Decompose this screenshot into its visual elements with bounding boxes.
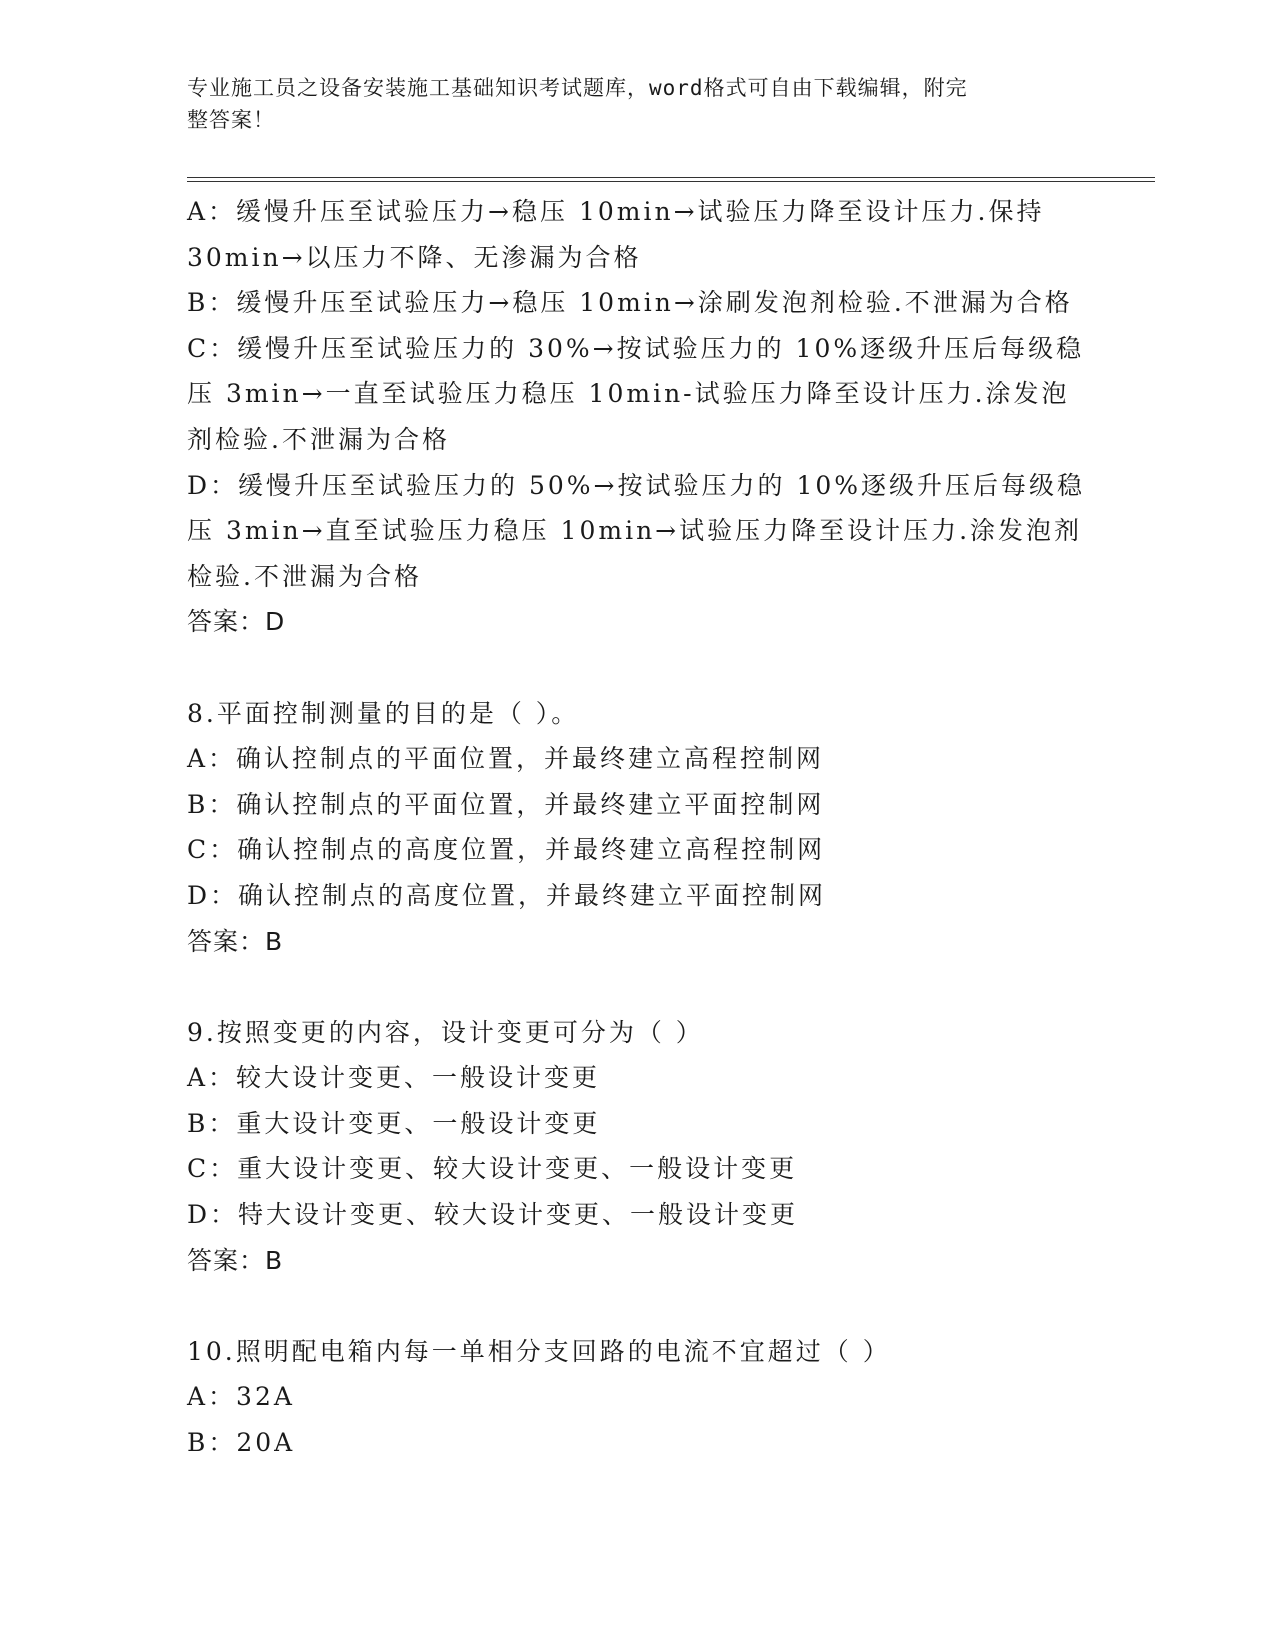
option-c-cont: 剂检验.不泄漏为合格 [187, 424, 450, 454]
option-a: A：确认控制点的平面位置，并最终建立高程控制网 [187, 744, 825, 774]
question-8 [187, 691, 1087, 965]
spacer [187, 964, 1087, 1010]
option-c: C：确认控制点的高度位置，并最终建立高程控制网 [187, 835, 826, 865]
option-d-cont: 检验.不泄漏为合格 [187, 561, 422, 591]
header-line-1: 专业施工员之设备安装施工基础知识考试题库，word格式可自由下载编辑，附完 [187, 76, 968, 100]
option-c: C：重大设计变更、较大设计变更、一般设计变更 [187, 1154, 798, 1184]
answer: 答案：D [187, 607, 286, 637]
document-header [187, 72, 1087, 136]
question-7 [187, 189, 1087, 645]
question-text: 10.照明配电箱内每一单相分支回路的电流不宜超过（ ） [187, 1336, 891, 1366]
option-a: A：缓慢升压至试验压力→稳压 10min→试验压力降至设计压力.保持 [187, 197, 1045, 226]
question-text: 9.按照变更的内容，设计变更可分为（ ） [187, 1017, 704, 1047]
option-d: D：确认控制点的高度位置，并最终建立平面控制网 [187, 880, 827, 910]
option-b: B：20A [187, 1428, 296, 1458]
spacer [187, 1283, 1087, 1329]
option-b: B：重大设计变更、一般设计变更 [187, 1108, 601, 1138]
option-c: C：缓慢升压至试验压力的 30%→按试验压力的 10%逐级升压后每级稳 [187, 333, 1085, 363]
option-d-cont: 压 3min→直至试验压力稳压 10min→试验压力降至设计压力.涂发泡剂 [187, 516, 1083, 546]
option-a: A：32A [187, 1382, 295, 1412]
document-page [187, 0, 1147, 1650]
answer: 答案：B [187, 1245, 284, 1275]
option-b: B：确认控制点的平面位置，并最终建立平面控制网 [187, 789, 825, 819]
answer: 答案：B [187, 926, 284, 956]
option-b: B：缓慢升压至试验压力→稳压 10min→涂刷发泡剂检验.不泄漏为合格 [187, 288, 1073, 318]
header-line-2: 整答案！ [187, 108, 275, 132]
option-d: D：特大设计变更、较大设计变更、一般设计变更 [187, 1200, 799, 1230]
spacer [187, 645, 1087, 691]
option-a: A：较大设计变更、一般设计变更 [187, 1063, 601, 1093]
option-c-cont: 压 3min→一直至试验压力稳压 10min-试验压力降至设计压力.涂发泡 [187, 379, 1070, 409]
option-d: D：缓慢升压至试验压力的 50%→按试验压力的 10%逐级升压后每级稳 [187, 470, 1086, 500]
question-list [187, 189, 1087, 1466]
question-10 [187, 1329, 1087, 1466]
header-divider [187, 177, 1155, 182]
option-a-cont: 30min→以压力不降、无渗漏为合格 [187, 242, 642, 272]
question-text: 8.平面控制测量的目的是（ ）。 [187, 698, 580, 728]
question-9 [187, 1010, 1087, 1284]
